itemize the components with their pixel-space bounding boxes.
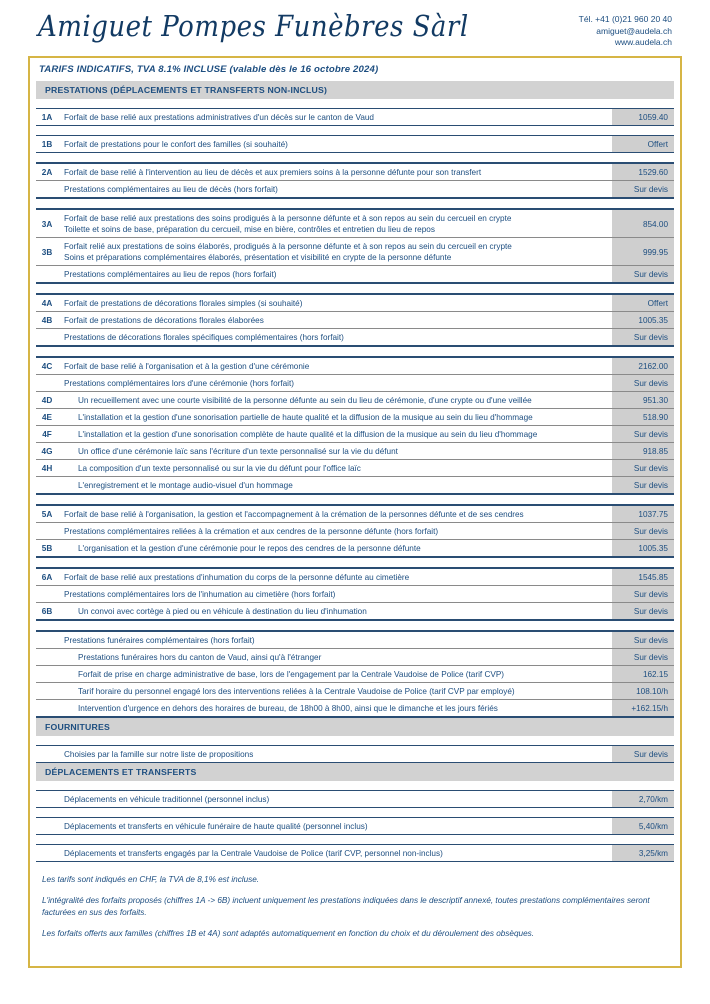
row-description-line1: Forfait de prestations pour le confort des familles (si souhaité): [64, 140, 288, 149]
tariff-row: [36, 162, 674, 180]
row-description: [58, 540, 612, 556]
row-price: 951.30: [612, 392, 674, 408]
row-description: [58, 392, 612, 408]
row-description: [58, 181, 612, 197]
row-description: [58, 210, 612, 237]
row-code: [36, 477, 58, 493]
row-description-line1: L'enregistrement et le montage audio-visuel d'un hommage: [78, 481, 293, 490]
section-band: DÉPLACEMENTS ET TRANSFERTS: [36, 763, 674, 781]
row-group: [36, 162, 674, 199]
row-description: [58, 586, 612, 602]
sections-container: [30, 81, 680, 862]
group-gap: [36, 99, 674, 108]
row-code: 4E: [41, 413, 52, 422]
row-description: [58, 523, 612, 539]
row-price: 1005.35: [612, 312, 674, 328]
group-gap: [36, 199, 674, 208]
row-price: 1545.85: [612, 569, 674, 585]
row-description: [58, 746, 612, 762]
row-description: [58, 426, 612, 442]
row-description: [58, 266, 612, 282]
section-table: [36, 99, 674, 718]
row-code: [36, 700, 58, 716]
row-description: [58, 329, 612, 345]
row-description: [58, 477, 612, 493]
row-description-line1: Forfait de base relié aux prestations des soins prodigués à la personne défunte et à son repos au sein du cercueil en crypte: [64, 214, 512, 223]
row-description: [58, 109, 612, 125]
company-logo: Amiguet Pompes Funèbres Sàrl: [38, 10, 469, 44]
row-description: [58, 700, 612, 716]
section-band: FOURNITURES: [36, 718, 674, 736]
section-band: PRESTATIONS (DÉPLACEMENTS ET TRANSFERTS NON-INCLUS): [36, 81, 674, 99]
row-price: 2,70/km: [612, 791, 674, 807]
row-price: Sur devis: [612, 329, 674, 345]
row-description-line1: Forfait de base relié à l'intervention au lieu de décès et aux premiers soins à la personne défunte pour son transfert: [64, 168, 482, 177]
row-description: [58, 845, 612, 861]
group-gap: [36, 808, 674, 817]
row-description: [58, 164, 612, 180]
group-gap: [36, 347, 674, 356]
tariff-row: [36, 391, 674, 408]
row-price: Sur devis: [612, 460, 674, 476]
row-description-line1: L'organisation et la gestion d'une cérémonie pour le repos des cendres de la personne défunte: [78, 544, 421, 553]
row-description-line1: Prestations complémentaires lors d'une cérémonie (hors forfait): [64, 379, 295, 388]
group-gap: [36, 558, 674, 567]
row-price: Sur devis: [612, 746, 674, 762]
row-description: [58, 569, 612, 585]
row-description-line1: Forfait relié aux prestations de soins élaborés, prodigués à la personne défunte et à son repos au sein du cercueil en crypte: [64, 242, 512, 251]
row-price: 2162.00: [612, 358, 674, 374]
tariff-row: [36, 630, 674, 648]
row-description-line1: Prestations de décorations florales spécifiques complémentaires (hors forfait): [64, 333, 344, 342]
row-code: [36, 523, 58, 539]
row-price: 854.00: [612, 210, 674, 237]
row-code: 4C: [41, 362, 53, 371]
row-price: 518.90: [612, 409, 674, 425]
row-description-line1: Forfait de base relié aux prestations administratives d'un décès sur le canton de Vaud: [64, 113, 374, 122]
row-description-line1: Déplacements et transferts en véhicule funéraire de haute qualité (personnel inclus): [64, 822, 368, 831]
row-description: [58, 506, 612, 522]
row-description-line1: Forfait de base relié à l'organisation et à la gestion d'une cérémonie: [64, 362, 310, 371]
group-gap: [36, 736, 674, 745]
row-description: [58, 683, 612, 699]
content-frame-inner: [30, 58, 680, 966]
row-description: [58, 649, 612, 665]
row-group: [36, 293, 674, 347]
tariff-row: [36, 539, 674, 556]
row-description-line1: Prestations complémentaires au lieu de décès (hors forfait): [64, 185, 278, 194]
row-code: 4A: [41, 299, 53, 308]
row-description-line1: Forfait de prise en charge administrative de base, lors de l'engagement par la Centrale Vaudoise de Police (tarif CVP): [78, 670, 505, 679]
row-price: 162.15: [612, 666, 674, 682]
row-price: 1059.40: [612, 109, 674, 125]
row-description: [58, 818, 612, 834]
row-description-line1: L'installation et la gestion d'une sonorisation partielle de haute qualité et la diffusion de la musique au sein du lieu d'hommage: [78, 413, 533, 422]
tariff-row: [36, 425, 674, 442]
row-code: [36, 649, 58, 665]
row-description-line1: Prestations funéraires complémentaires (hors forfait): [64, 636, 255, 645]
tariff-row: [36, 237, 674, 265]
tariff-row: [36, 476, 674, 493]
row-price: 1005.35: [612, 540, 674, 556]
row-code: 1B: [41, 140, 53, 149]
row-description-line1: Un recueillement avec une courte visibilité de la personne défunte au sein du lieu de cérémonie, d'une crypte ou d'une veillée: [78, 396, 532, 405]
row-description: [58, 312, 612, 328]
tariff-row: [36, 135, 674, 152]
row-code: [36, 791, 58, 807]
row-price: Sur devis: [612, 266, 674, 282]
content-frame: [28, 56, 682, 968]
contact-phone: Tél. +41 (0)21 960 20 40: [578, 14, 672, 24]
tariff-row: [36, 180, 674, 197]
tariff-row: [36, 442, 674, 459]
row-code: [36, 586, 58, 602]
tariff-row: [36, 374, 674, 391]
tariff-row: [36, 408, 674, 425]
row-group: [36, 504, 674, 558]
row-code: [36, 329, 58, 345]
footnotes: [30, 862, 680, 940]
group-gap: [36, 126, 674, 135]
row-group: [36, 356, 674, 495]
group-gap: [36, 153, 674, 162]
tariff-row: [36, 602, 674, 619]
row-code: 1A: [41, 113, 53, 122]
contact-website[interactable]: www.audela.ch: [614, 37, 672, 47]
row-code: 3B: [41, 247, 53, 257]
row-code: 4D: [41, 396, 53, 405]
tariff-row: [36, 504, 674, 522]
group-gap: [36, 284, 674, 293]
row-price: 1037.75: [612, 506, 674, 522]
row-code: [36, 818, 58, 834]
tariff-row: [36, 567, 674, 585]
row-description-line2: Toilette et soins de base, préparation du cercueil, mise en bière, contrôles et entretien du lieu de repos: [64, 225, 435, 234]
row-code: [36, 746, 58, 762]
row-group: [36, 790, 674, 808]
row-price: Sur devis: [612, 632, 674, 648]
row-code: [36, 666, 58, 682]
footnote-paragraph: Les forfaits offerts aux familles (chiffres 1B et 4A) sont adaptés automatiquement en fonction du choix et du déroulement des obsèques.: [42, 929, 534, 938]
row-price: Offert: [612, 136, 674, 152]
row-description-line1: Intervention d'urgence en dehors des horaires de bureau, de 18h00 à 8h00, ainsi que le dimanche et les jours fériés: [78, 704, 498, 713]
tariff-row: [36, 108, 674, 125]
row-description-line1: Déplacements en véhicule traditionnel (personnel inclus): [64, 795, 270, 804]
row-description: [58, 409, 612, 425]
document-title: TARIFS INDICATIFS, TVA 8.1% INCLUSE (valable dès le 16 octobre 2024): [39, 64, 379, 75]
row-code: 4F: [42, 430, 52, 439]
row-description: [58, 295, 612, 311]
row-code: 2A: [41, 168, 53, 177]
row-group: [36, 108, 674, 126]
row-price: Sur devis: [612, 586, 674, 602]
row-description-line1: Forfait de prestations de décorations florales simples (si souhaité): [64, 299, 303, 308]
row-description: [58, 375, 612, 391]
row-code: [36, 375, 58, 391]
tariff-row: [36, 328, 674, 345]
tariff-row: [36, 648, 674, 665]
group-gap: [36, 781, 674, 790]
row-description-line1: L'installation et la gestion d'une sonorisation complète de haute qualité et la diffusion de la musique au sein du lieu d'hommage: [78, 430, 538, 439]
tariff-row: [36, 522, 674, 539]
row-description: [58, 136, 612, 152]
row-price: 5,40/km: [612, 818, 674, 834]
tariff-row: [36, 665, 674, 682]
row-price: Sur devis: [612, 426, 674, 442]
row-description-line1: Un office d'une cérémonie laïc sans l'écriture d'un texte personnalisé sur la vie du défunt: [78, 447, 398, 456]
tariff-row: [36, 265, 674, 282]
section-table: [36, 781, 674, 862]
row-price: 108.10/h: [612, 683, 674, 699]
row-price: Sur devis: [612, 603, 674, 619]
tariff-row: [36, 293, 674, 311]
row-code: 4B: [41, 316, 53, 325]
row-code: 6A: [41, 573, 53, 582]
tariff-row: [36, 682, 674, 699]
row-code: [36, 181, 58, 197]
tariff-row: [36, 356, 674, 374]
row-group: [36, 844, 674, 862]
row-description: [58, 603, 612, 619]
row-code: 6B: [41, 607, 53, 616]
tariff-row: [36, 459, 674, 476]
row-code: 3A: [41, 219, 53, 229]
row-code: [36, 632, 58, 648]
document-header: [0, 0, 710, 56]
row-group: [36, 208, 674, 284]
contact-block: [579, 14, 672, 49]
row-description: [58, 632, 612, 648]
row-description: [58, 443, 612, 459]
row-description: [58, 666, 612, 682]
row-description-line1: Prestations complémentaires au lieu de repos (hors forfait): [64, 270, 277, 279]
row-group: [36, 135, 674, 153]
row-description-line1: Prestations complémentaires reliées à la crémation et aux cendres de la personne défunte (hors forfait): [64, 527, 439, 536]
group-gap: [36, 835, 674, 844]
row-description-line1: Tarif horaire du personnel engagé lors des interventions reliées à la Centrale Vaudoise de Police (tarif CVP par employé): [78, 687, 515, 696]
row-group: [36, 630, 674, 718]
row-description-line1: Prestations complémentaires lors de l'inhumation au cimetière (hors forfait): [64, 590, 336, 599]
row-code: 4H: [41, 464, 53, 473]
row-price: Offert: [612, 295, 674, 311]
tariff-row: [36, 585, 674, 602]
row-price: Sur devis: [612, 181, 674, 197]
tariff-row: [36, 208, 674, 237]
row-description: [58, 460, 612, 476]
row-description-line1: La composition d'un texte personnalisé ou sur la vie du défunt pour l'office laïc: [78, 464, 361, 473]
row-description-line1: Prestations funéraires hors du canton de Vaud, ainsi qu'à l'étranger: [78, 653, 322, 662]
row-code: 5B: [41, 544, 53, 553]
row-description: [58, 238, 612, 265]
row-code: 5A: [41, 510, 53, 519]
tariff-row: [36, 311, 674, 328]
row-description-line1: Forfait de base relié à l'organisation, la gestion et l'accompagnement à la crémation de la personnes défunte et de ses cendres: [64, 510, 524, 519]
tariff-row: [36, 844, 674, 861]
row-description: [58, 791, 612, 807]
tariff-row: [36, 745, 674, 762]
section-table: [36, 736, 674, 763]
footnote-paragraph: Les tarifs sont indiqués en CHF, la TVA de 8,1% est incluse.: [42, 875, 260, 884]
row-group: [36, 567, 674, 621]
row-group: [36, 817, 674, 835]
row-description-line1: Un convoi avec cortège à pied ou en véhicule à destination du lieu d'inhumation: [78, 607, 367, 616]
tariff-row: [36, 790, 674, 807]
row-price: Sur devis: [612, 523, 674, 539]
row-price: Sur devis: [612, 375, 674, 391]
group-gap: [36, 495, 674, 504]
group-gap: [36, 621, 674, 630]
tariff-row: [36, 817, 674, 834]
row-code: [36, 266, 58, 282]
row-description-line2: Soins et préparations complémentaires élaborés, présentation et visibilité en crypte de la personne défunte: [64, 253, 452, 262]
row-description-line1: Déplacements et transferts engagés par la Centrale Vaudoise de Police (tarif CVP, personnel non-inclus): [64, 849, 443, 858]
row-price: Sur devis: [612, 477, 674, 493]
footnote-paragraph: L'intégralité des forfaits proposés (chiffres 1A -> 6B) incluent uniquement les prestations indiquées dans le descriptif annexé, toutes prestations complémentaires seront facturées en sus des forfaits.: [42, 896, 650, 917]
tariff-row: [36, 699, 674, 716]
row-code: [36, 683, 58, 699]
row-description-line1: Forfait de prestations de décorations florales élaborées: [64, 316, 264, 325]
row-description: [58, 358, 612, 374]
row-price: 1529.60: [612, 164, 674, 180]
row-price: 999.95: [612, 238, 674, 265]
row-description-line1: Choisies par la famille sur notre liste de propositions: [64, 750, 254, 759]
row-code: [36, 845, 58, 861]
contact-email[interactable]: amiguet@audela.ch: [596, 25, 672, 36]
row-group: [36, 745, 674, 763]
row-price: 3,25/km: [612, 845, 674, 861]
row-code: 4G: [41, 447, 53, 456]
row-price: +162.15/h: [612, 700, 674, 716]
row-price: Sur devis: [612, 649, 674, 665]
row-price: 918.85: [612, 443, 674, 459]
row-description-line1: Forfait de base relié aux prestations d'inhumation du corps de la personne défunte au cimetière: [64, 573, 410, 582]
